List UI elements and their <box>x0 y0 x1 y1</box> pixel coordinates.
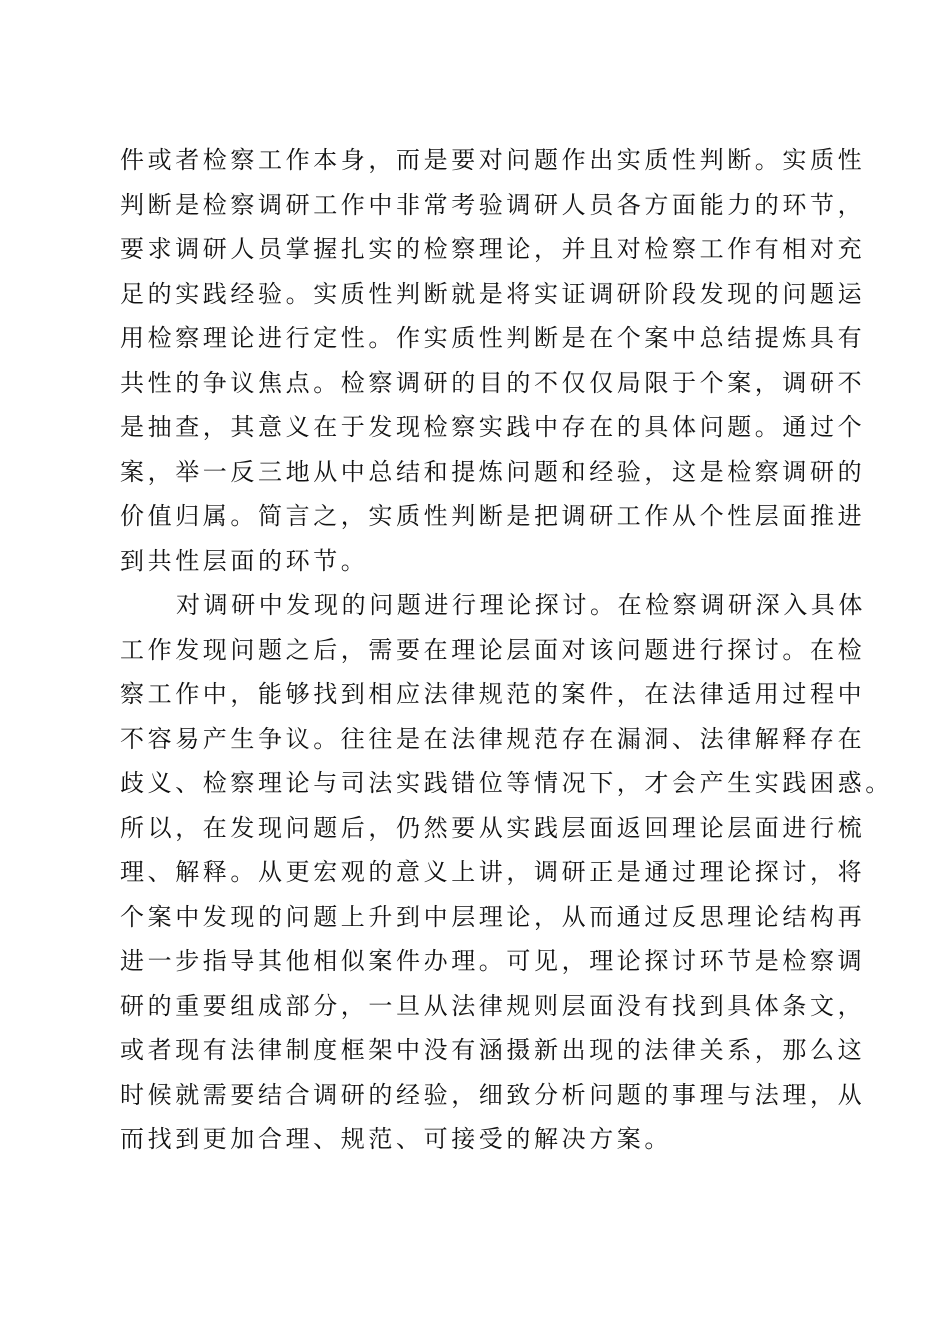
paragraph-line: 案，举一反三地从中总结和提炼问题和经验，这是检察调研的 <box>120 457 866 486</box>
paragraph-2 <box>120 583 893 1162</box>
paragraph-line: 不容易产生争议。往往是在法律规范存在漏洞、法律解释存在 <box>120 724 866 753</box>
paragraph-line: 个案中发现的问题上升到中层理论，从而通过反思理论结构再 <box>120 902 866 931</box>
paragraph-line: 歧义、检察理论与司法实践错位等情况下，才会产生实践困惑。 <box>120 769 893 797</box>
paragraph-line: 时候就需要结合调研的经验，细致分析问题的事理与法理，从 <box>120 1080 866 1109</box>
paragraph-line: 所以，在发现问题后，仍然要从实践层面返回理论层面进行梳 <box>120 813 866 842</box>
paragraph-line: 工作发现问题之后，需要在理论层面对该问题进行探讨。在检 <box>120 635 866 664</box>
paragraph-1 <box>120 138 866 583</box>
paragraph-line: 察工作中，能够找到相应法律规范的案件，在法律适用过程中 <box>120 680 866 708</box>
paragraph-line: 理、解释。从更宏观的意义上讲，调研正是通过理论探讨，将 <box>120 858 866 886</box>
paragraph-line: 对调研中发现的问题进行理论探讨。在检察调研深入具体 <box>176 591 866 619</box>
paragraph-line: 进一步指导其他相似案件办理。可见，理论探讨环节是检察调 <box>120 947 866 975</box>
paragraph-line: 足的实践经验。实质性判断就是将实证调研阶段发现的问题运 <box>120 279 866 308</box>
paragraph-line: 而找到更加合理、规范、可接受的解决方案。 <box>120 1125 672 1153</box>
paragraph-line: 或者现有法律制度框架中没有涵摄新出现的法律关系，那么这 <box>120 1036 866 1064</box>
paragraph-line: 价值归属。简言之，实质性判断是把调研工作从个性层面推进 <box>120 502 866 530</box>
paragraph-line: 件或者检察工作本身，而是要对问题作出实质性判断。实质性 <box>120 146 866 174</box>
paragraph-line: 要求调研人员掌握扎实的检察理论，并且对检察工作有相对充 <box>120 235 866 263</box>
paragraph-line: 判断是检察调研工作中非常考验调研人员各方面能力的环节， <box>120 190 866 219</box>
paragraph-line: 是抽查，其意义在于发现检察实践中存在的具体问题。通过个 <box>120 413 866 441</box>
paragraph-line: 共性的争议焦点。检察调研的目的不仅仅局限于个案，调研不 <box>120 368 866 397</box>
paragraph-line: 研的重要组成部分，一旦从法律规则层面没有找到具体条文， <box>120 991 866 1020</box>
paragraph-line: 到共性层面的环节。 <box>120 546 369 575</box>
paragraph-line: 用检察理论进行定性。作实质性判断是在个案中总结提炼具有 <box>120 324 866 352</box>
